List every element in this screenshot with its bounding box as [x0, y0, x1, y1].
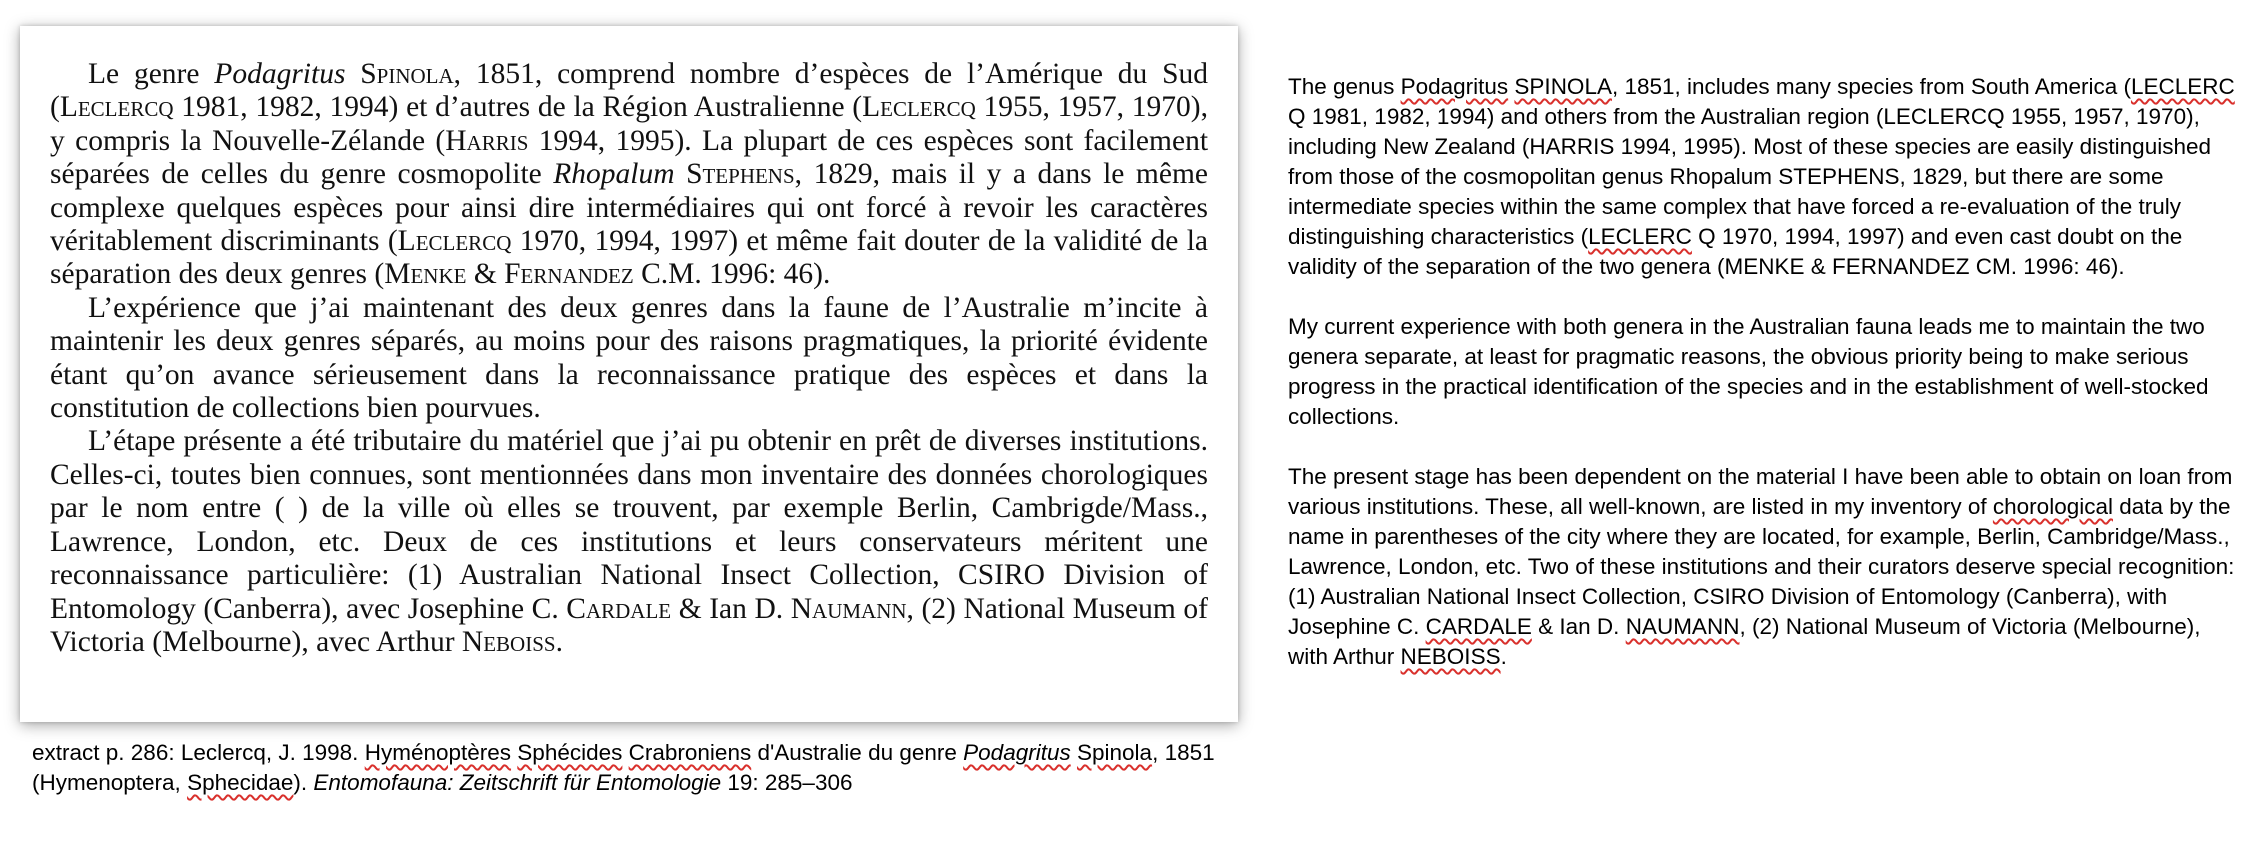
scanned-page-excerpt: [20, 26, 1238, 722]
spellcheck-word[interactable]: SPINOLA: [1514, 74, 1612, 99]
journal-title: Entomofauna: Zeitschrift für Entomologie: [313, 770, 722, 795]
spellcheck-word[interactable]: LECLERC: [1588, 224, 1692, 249]
spellcheck-word[interactable]: Spinola: [1077, 740, 1153, 765]
french-paragraph-1: Le genre Podagritus Spinola, 1851, comprend nombre d’espèces de l’Amérique du Sud (Leclercq 1981, 1982, 1994) et d’autres de la Région Australienne (Leclercq 1955, 1957, 1970), y compris la Nouvelle-Zélande (Harris 1994, 1995). La plupart de ces espèces sont facilement séparées de celles du genre cosmopolite Rhopalum Stephens, 1829, mais il y a dans le même complexe quelques espèces pour ainsi dire intermédiaires qui ont forcé à revoir les caractères véritablement discriminants (Leclercq 1970, 1994, 1997) et même fait douter de la validité de la séparation des deux genres (Menke & Fernandez C.M. 1996: 46).: [50, 58, 1209, 291]
spellcheck-word[interactable]: Hyménoptères: [364, 740, 512, 765]
french-paragraph-3: L’étape présente a été tributaire du matériel que j’ai pu obtenir en prêt de diverses institutions. Celles-ci, toutes bien connues, sont mentionnées dans mon inventaire des données chorologiques par le nom entre ( ) de la ville où elles se trouvent, par exemple Berlin, Cambrigde/Mass., Lawrence, London, etc. Deux de ces institutions et leurs conservateurs méritent une reconnaissance particulière: (1) Australian National Insect Collection, CSIRO Division of Entomology (Canberra), avec Josephine C. Cardale & Ian D. Naumann, (2) National Museum of Victoria (Melbourne), avec Arthur Neboiss.: [50, 425, 1208, 658]
spellcheck-word[interactable]: Sphécides: [517, 740, 623, 765]
english-translation: [1288, 72, 2243, 702]
spellcheck-word[interactable]: NAUMANN: [1625, 614, 1740, 639]
spellcheck-word[interactable]: Podagritus: [1400, 74, 1509, 99]
spellcheck-word[interactable]: Crabroniens: [628, 740, 752, 765]
translation-paragraph-3: The present stage has been dependent on the material I have been able to obtain on loan from various institutions. These, all well-known, are listed in my inventory of chorological data by the name in parentheses of the city where they are located, for example, Berlin, Cambridge/Mass., Lawrence, London, etc. Two of these institutions and their curators deserve special recognition: (1) Australian National Insect Collection, CSIRO Division of Entomology (Canberra), with Josephine C. CARDALE & Ian D. NAUMANN, (2) National Museum of Victoria (Melbourne), with Arthur NEBOISS.: [1288, 464, 2235, 669]
french-paragraph-2: L’expérience que j’ai maintenant des deux genres dans la faune de l’Australie m’incite à maintenir les deux genres séparés, au moins pour des raisons pragmatiques, la priorité évidente étant qu’on avance sérieusement dans la reconnaissance pratique des espèces et dans la constitution de collections bien pourvues.: [50, 291, 1208, 425]
genus-rhopalum: Rhopalum: [553, 158, 675, 191]
spellcheck-word[interactable]: Sphecidae: [187, 770, 294, 795]
translation-paragraph-1: The genus Podagritus SPINOLA, 1851, includes many species from South America (LECLERC Q 1981, 1982, 1994) and others from the Australian region (LECLERCQ 1955, 1957, 1970), including New Zealand (HARRIS 1994, 1995). Most of these species are easily distinguished from those of the cosmopolitan genus Rhopalum STEPHENS, 1829, but there are some intermediate species within the same complex that have forced a re-evaluation of the truly distinguishing characteristics (LECLERC Q 1970, 1994, 1997) and even cast doubt on the validity of the separation of the two genera (MENKE & FERNANDEZ CM. 1996: 46).: [1288, 74, 2235, 279]
genus-podagritus: Podagritus: [214, 58, 346, 90]
translation-paragraph-2: My current experience with both genera in the Australian fauna leads me to maintain the two genera separate, at least for pragmatic reasons, the obvious priority being to make serious progress in the practical identification of the species and in the establishment of well-stocked collections.: [1288, 314, 2209, 429]
spellcheck-word[interactable]: Podagritus: [963, 740, 1071, 765]
spellcheck-word[interactable]: NEBOISS: [1400, 644, 1501, 669]
spellcheck-word[interactable]: chorological: [1992, 494, 2113, 519]
spellcheck-word[interactable]: LECLERC: [2130, 74, 2235, 99]
citation-caption: extract p. 286: Leclercq, J. 1998. Hyménoptères Sphécides Crabroniens d'Australie du genre Podagritus Spinola, 1851 (Hymenoptera, Sphecidae). Entomofauna: Zeitschrift für Entomologie 19: 285–306: [32, 740, 1215, 795]
spellcheck-word[interactable]: CARDALE: [1425, 614, 1532, 639]
